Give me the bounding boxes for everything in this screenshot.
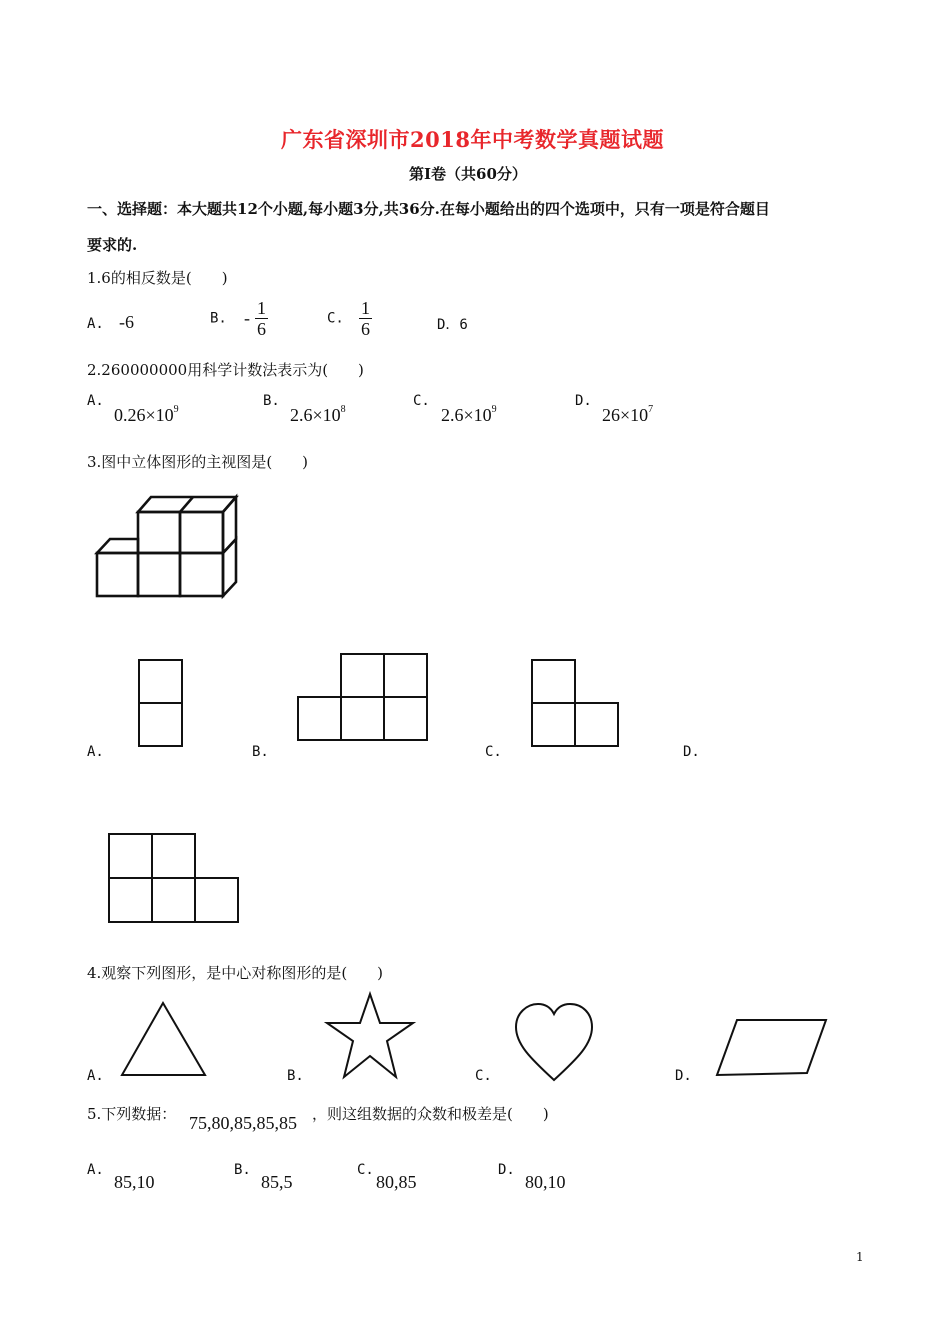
question-2-option-d-label: D. — [575, 393, 592, 409]
numerator: 1 — [360, 298, 370, 318]
exponent: 7 — [648, 404, 654, 415]
question-3-stem: 3.图中立体图形的主视图是( ) — [87, 453, 309, 471]
mantissa: 0.26×10 — [114, 405, 174, 425]
question-5-option-a-value: 85,10 — [114, 1172, 155, 1192]
question-5-stem-prefix: 5.下列数据： — [87, 1105, 177, 1123]
paper-part-heading: 第Ⅰ卷（共60分） — [409, 165, 527, 183]
denominator: 6 — [257, 319, 267, 339]
minus-sign: - — [243, 308, 250, 328]
option-label: C. — [327, 310, 344, 327]
page-number: 1 — [856, 1250, 864, 1264]
question-5-option-c-value: 80,85 — [376, 1172, 417, 1192]
question-3-option-a-label: A. — [87, 744, 104, 760]
exponent: 8 — [340, 404, 346, 415]
question-5-option-d-value: 80,10 — [525, 1172, 566, 1192]
mantissa: 26×10 — [602, 405, 649, 425]
question-2-option-a-label: A. — [87, 393, 104, 409]
question-5-stem-suffix: ，则这组数据的众数和极差是( ) — [312, 1105, 549, 1123]
question-2-option-b-label: B. — [263, 393, 280, 409]
section-instructions-line1: 一、选择题：本大题共12个小题,每小题3分,共36分.在每小题给出的四个选项中，只有一项是符合题目 — [87, 200, 770, 218]
section-instructions-line2: 要求的. — [87, 236, 138, 254]
question-4-option-c-label: C. — [475, 1068, 492, 1084]
question-4-option-b-label: B. — [287, 1068, 304, 1084]
mantissa: 2.6×10 — [290, 405, 341, 425]
question-1-option-d: D．6 — [437, 317, 468, 333]
question-4-option-d-label: D. — [675, 1068, 692, 1084]
question-3-option-b-label: B. — [252, 744, 269, 760]
question-4-option-a-label: A. — [87, 1068, 104, 1084]
question-5-option-b-label: B. — [234, 1162, 251, 1178]
numerator: 1 — [257, 298, 267, 318]
question-3-option-c-label: C. — [485, 744, 502, 760]
question-5-option-b-value: 85,5 — [261, 1172, 293, 1192]
option-label: A. — [87, 316, 104, 332]
mantissa: 2.6×10 — [441, 405, 492, 425]
question-4-stem: 4.观察下列图形，是中心对称图形的是( ) — [87, 964, 384, 982]
question-1-stem: 1.6的相反数是( ) — [87, 269, 228, 287]
option-label: B. — [210, 310, 227, 327]
question-5-option-a-label: A. — [87, 1162, 104, 1178]
question-3-option-d-label: D. — [683, 744, 700, 760]
option-value: -6 — [118, 312, 134, 332]
question-5-data: 75,80,85,85,85 — [189, 1113, 297, 1133]
denominator: 6 — [360, 319, 370, 339]
question-5-option-c-label: C. — [357, 1162, 374, 1178]
question-2-option-c-label: C. — [413, 393, 430, 409]
page-title: 广东省深圳市2018年中考数学真题试题 — [281, 127, 664, 152]
question-2-stem: 2.260000000用科学计数法表示为( ) — [87, 361, 364, 379]
exponent: 9 — [491, 404, 497, 415]
question-5-option-d-label: D. — [498, 1162, 515, 1178]
exponent: 9 — [173, 404, 179, 415]
